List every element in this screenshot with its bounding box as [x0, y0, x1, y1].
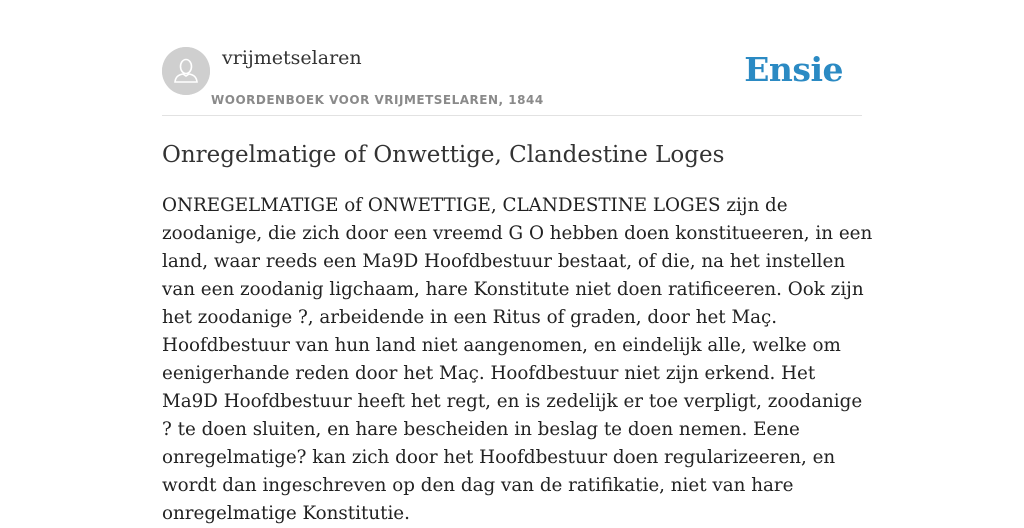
header-divider	[162, 115, 862, 116]
avatar[interactable]	[162, 47, 210, 95]
page-title: Onregelmatige of Onwettige, Clandestine Loges	[162, 142, 725, 168]
brand-logo[interactable]: Ensie	[744, 50, 843, 89]
source-label[interactable]: WOORDENBOEK VOOR VRIJMETSELAREN, 1844	[211, 93, 544, 107]
article-body: ONREGELMATIGE of ONWETTIGE, CLANDESTINE LOGES zijn de zoodanige, die zich door een vreemd G O hebben doen konstitueeren, in een land, waar reeds een Ma9D Hoofdbestuur bestaat, of die, na het instellen van een zoodanig ligchaam, hare Konstitute niet doen ratificeeren. Ook zijn het zoodanige ?, arbeidende in een Ritus of graden, door het Maç. Hoofdbestuur van hun land niet aangenomen, en eindelijk alle, welke om eenigerhande reden door het Maç. Hoofdbestuur niet zijn erkend. Het Ma9D Hoofdbestuur heeft het regt, en is zedelijk er toe verpligt, zoodanige ? te doen sluiten, en hare bescheiden in beslag te doen nemen. Eene onregelmatige? kan zich door het Hoofdbestuur doen regularizeeren, en wordt dan ingeschreven op den dag van de ratifikatie, niet van hare onregelmatige Konstitutie.	[162, 195, 873, 524]
author-name[interactable]: vrijmetselaren	[222, 47, 362, 69]
user-icon	[162, 47, 210, 95]
